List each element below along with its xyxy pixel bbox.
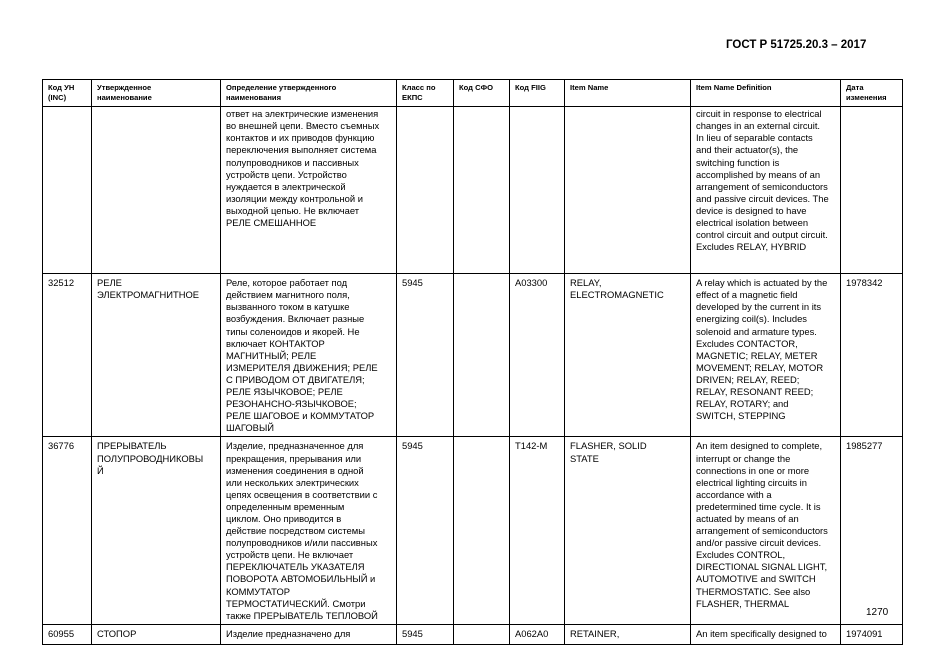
cell-change-date (841, 107, 903, 274)
cell-approved-name-definition: Изделие, предназначенное для прекращения, прерывания или изменения соединения в одной или нескольких электрических цепях освещения в соответствии с определенным временным циклом. Оно приводится в действие посредством системы полупроводников и/или пассивных устройств цепи. Не включает ПЕРЕКЛЮЧАТЕЛЬ УКАЗАТЕЛЯ ПОВОРОТА АВТОМОБИЛЬНЫЙ и КОММУТАТОР ТЕРМОСТАТИЧЕСКИЙ. Смотри также ПРЕРЫВАТЕЛЬ ТЕПЛОВОЙ (221, 437, 397, 624)
page-number: 1270 (866, 607, 889, 618)
cell-inc-code: 36776 (43, 437, 92, 624)
cell-approved-name: ПРЕРЫВАТЕЛЬ ПОЛУПРОВОДНИКОВЫ Й (92, 437, 221, 624)
header-item-name-definition: Item Name Definition (691, 80, 841, 107)
cell-ekps-class: 5945 (397, 624, 454, 644)
cell-change-date: 1978342 (841, 274, 903, 437)
cell-approved-name (92, 107, 221, 274)
cell-ekps-class: 5945 (397, 274, 454, 437)
cell-sfo-code (454, 624, 510, 644)
cell-item-name-definition: An item specifically designed to (691, 624, 841, 644)
header-item-name: Item Name (565, 80, 691, 107)
cell-approved-name-definition: Изделие предназначено для (221, 624, 397, 644)
cell-ekps-class (397, 107, 454, 274)
cell-approved-name: СТОПОР (92, 624, 221, 644)
table-row (43, 437, 903, 624)
cell-change-date: 1974091 (841, 624, 903, 644)
cell-item-name (565, 107, 691, 274)
cell-change-date: 1985277 (841, 437, 903, 624)
cell-inc-code: 60955 (43, 624, 92, 644)
cell-item-name-definition: circuit in response to electrical changes in an external circuit. In lieu of separable contacts and their actuator(s), the switching function is accomplished by means of an arrangement of semiconductors and passive circuit devices. The device is designed to have electrical isolation between control circuit and output circuit. Excludes RELAY, HYBRID (691, 107, 841, 274)
table-header-row (43, 80, 903, 107)
header-change-date: Дата изменения (841, 80, 903, 107)
document-title: ГОСТ Р 51725.20.3 – 2017 (726, 39, 867, 51)
cell-sfo-code (454, 274, 510, 437)
cell-approved-name-definition: ответ на электрические изменения во внешней цепи. Вместо съемных контактов и их приводов функцию переключения выполняет система полупроводников и пассивных устройств цепи. Устройство нуждается в электрической изоляции между контрольной и выходной цепью. Не включает РЕЛЕ СМЕШАННОЕ (221, 107, 397, 274)
header-sfo-code: Код СФО (454, 80, 510, 107)
cell-item-name-definition: A relay which is actuated by the effect of a magnetic field developed by the current in its energizing coil(s). Includes solenoid and armature types. Excludes CONTACTOR, MAGNETIC; RELAY, METER MOVEMENT; RELAY, MOTOR DRIVEN; RELAY, REED; RELAY, RESONANT REED; RELAY, ROTARY; and SWITCH, STEPPING (691, 274, 841, 437)
cell-fiig-code: A062A0 (510, 624, 565, 644)
header-fiig-code: Код FIIG (510, 80, 565, 107)
cell-item-name-definition: An item designed to complete, interrupt or change the connections in one or more electrical lighting circuits in accordance with a predetermined time cycle. It is actuated by means of an arrangement of semiconductors and/or passive circuit devices. Excludes CONTROL, DIRECTIONAL SIGNAL LIGHT, AUTOMOTIVE and SWITCH THERMOSTATIC. See also FLASHER, THERMAL (691, 437, 841, 624)
header-ekps-class: Класс по ЕКПС (397, 80, 454, 107)
cell-item-name: RELAY, ELECTROMAGNETIC (565, 274, 691, 437)
cell-fiig-code (510, 107, 565, 274)
table-row (43, 107, 903, 274)
nomenclature-table (42, 79, 903, 645)
cell-sfo-code (454, 437, 510, 624)
cell-item-name: RETAINER, (565, 624, 691, 644)
cell-approved-name: РЕЛЕ ЭЛЕКТРОМАГНИТНОЕ (92, 274, 221, 437)
cell-approved-name-definition: Реле, которое работает под действием магнитного поля, вызванного током в катушке возбуждения. Включает разные типы соленоидов и якорей. Не включает КОНТАКТОР МАГНИТНЫЙ; РЕЛЕ ИЗМЕРИТЕЛЯ ДВИЖЕНИЯ; РЕЛЕ С ПРИВОДОМ ОТ ДВИГАТЕЛЯ; РЕЛЕ ЯЗЫЧКОВОЕ; РЕЛЕ РЕЗОНАНСНО-ЯЗЫЧКОВОЕ; РЕЛЕ ШАГОВОЕ и КОММУТАТОР ШАГОВЫЙ (221, 274, 397, 437)
cell-sfo-code (454, 107, 510, 274)
cell-ekps-class: 5945 (397, 437, 454, 624)
cell-fiig-code: A03300 (510, 274, 565, 437)
cell-item-name: FLASHER, SOLID STATE (565, 437, 691, 624)
table-row (43, 274, 903, 437)
header-approved-name: Утвержденное наименование (92, 80, 221, 107)
cell-inc-code: 32512 (43, 274, 92, 437)
header-approved-name-definition: Определение утвержденного наименования (221, 80, 397, 107)
table-row (43, 624, 903, 644)
cell-inc-code (43, 107, 92, 274)
header-inc-code: Код УН (INC) (43, 80, 92, 107)
cell-fiig-code: T142-M (510, 437, 565, 624)
